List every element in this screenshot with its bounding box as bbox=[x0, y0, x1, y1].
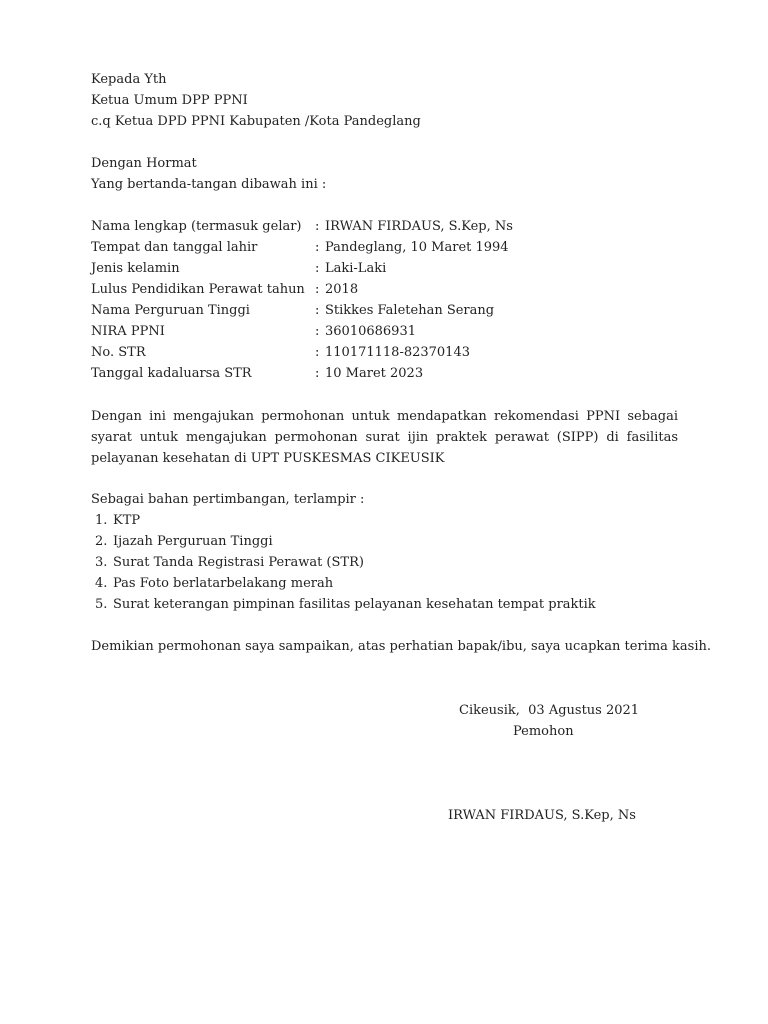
identity-label: Nama lengkap (termasuk gelar) bbox=[91, 219, 302, 234]
recipient-line-1: Kepada Yth bbox=[91, 72, 167, 87]
closing-sentence: Demikian permohonan saya sampaikan, atas perhatian bapak/ibu, saya ucapkan terima kasih. bbox=[91, 639, 712, 654]
list-item-text: Surat keterangan pimpinan fasilitas pelayanan kesehatan tempat praktik bbox=[113, 597, 596, 612]
list-item-number: 1. bbox=[95, 513, 108, 528]
identity-colon: : bbox=[315, 303, 320, 318]
identity-label: Tanggal kadaluarsa STR bbox=[91, 366, 252, 381]
identity-label: Jenis kelamin bbox=[91, 261, 180, 276]
list-item-text: Ijazah Perguruan Tinggi bbox=[113, 534, 273, 549]
identity-colon: : bbox=[315, 261, 320, 276]
list-item-number: 4. bbox=[95, 576, 108, 591]
identity-label: NIRA PPNI bbox=[91, 324, 165, 339]
identity-label: No. STR bbox=[91, 345, 146, 360]
identity-value: 10 Maret 2023 bbox=[325, 366, 424, 381]
greeting-intro: Yang bertanda-tangan dibawah ini : bbox=[91, 177, 327, 192]
list-item-number: 2. bbox=[95, 534, 108, 549]
signature-name: IRWAN FIRDAUS, S.Kep, Ns bbox=[448, 808, 636, 823]
place-and-date: Cikeusik, 03 Agustus 2021 bbox=[459, 703, 640, 718]
list-item-text: Pas Foto berlatarbelakang merah bbox=[113, 576, 334, 591]
identity-colon: : bbox=[315, 324, 320, 339]
identity-label: Tempat dan tanggal lahir bbox=[91, 240, 258, 255]
identity-colon: : bbox=[315, 282, 320, 297]
identity-value: 2018 bbox=[325, 282, 359, 297]
identity-colon: : bbox=[315, 219, 320, 234]
identity-value: 110171118-82370143 bbox=[325, 345, 470, 360]
identity-value: 36010686931 bbox=[325, 324, 416, 339]
identity-label: Lulus Pendidikan Perawat tahun bbox=[91, 282, 305, 297]
identity-value: IRWAN FIRDAUS, S.Kep, Ns bbox=[325, 219, 513, 234]
identity-colon: : bbox=[315, 366, 320, 381]
list-item-number: 3. bbox=[95, 555, 108, 570]
identity-value: Pandeglang, 10 Maret 1994 bbox=[325, 240, 509, 255]
identity-colon: : bbox=[315, 240, 320, 255]
recipient-line-3: c.q Ketua DPD PPNI Kabupaten /Kota Pandeglang bbox=[91, 114, 421, 129]
identity-value: Stikkes Faletehan Serang bbox=[325, 303, 495, 318]
list-item-text: Surat Tanda Registrasi Perawat (STR) bbox=[113, 555, 364, 570]
applicant-label: Pemohon bbox=[513, 724, 574, 739]
greeting: Dengan Hormat bbox=[91, 156, 197, 171]
identity-colon: : bbox=[315, 345, 320, 360]
list-item-number: 5. bbox=[95, 597, 108, 612]
attachments-intro: Sebagai bahan pertimbangan, terlampir : bbox=[91, 492, 365, 507]
identity-value: Laki-Laki bbox=[325, 261, 387, 276]
request-paragraph: Dengan ini mengajukan permohonan untuk mendapatkan rekomendasi PPNI sebagai syarat untuk mengajukan permohonan surat ijin praktek perawat (SIPP) di fasilitas pelayanan kesehatan di UPT PUSKESMAS CIKEUSIK bbox=[91, 409, 678, 466]
list-item-text: KTP bbox=[113, 513, 141, 528]
recipient-line-2: Ketua Umum DPP PPNI bbox=[91, 93, 248, 108]
identity-label: Nama Perguruan Tinggi bbox=[91, 303, 250, 318]
